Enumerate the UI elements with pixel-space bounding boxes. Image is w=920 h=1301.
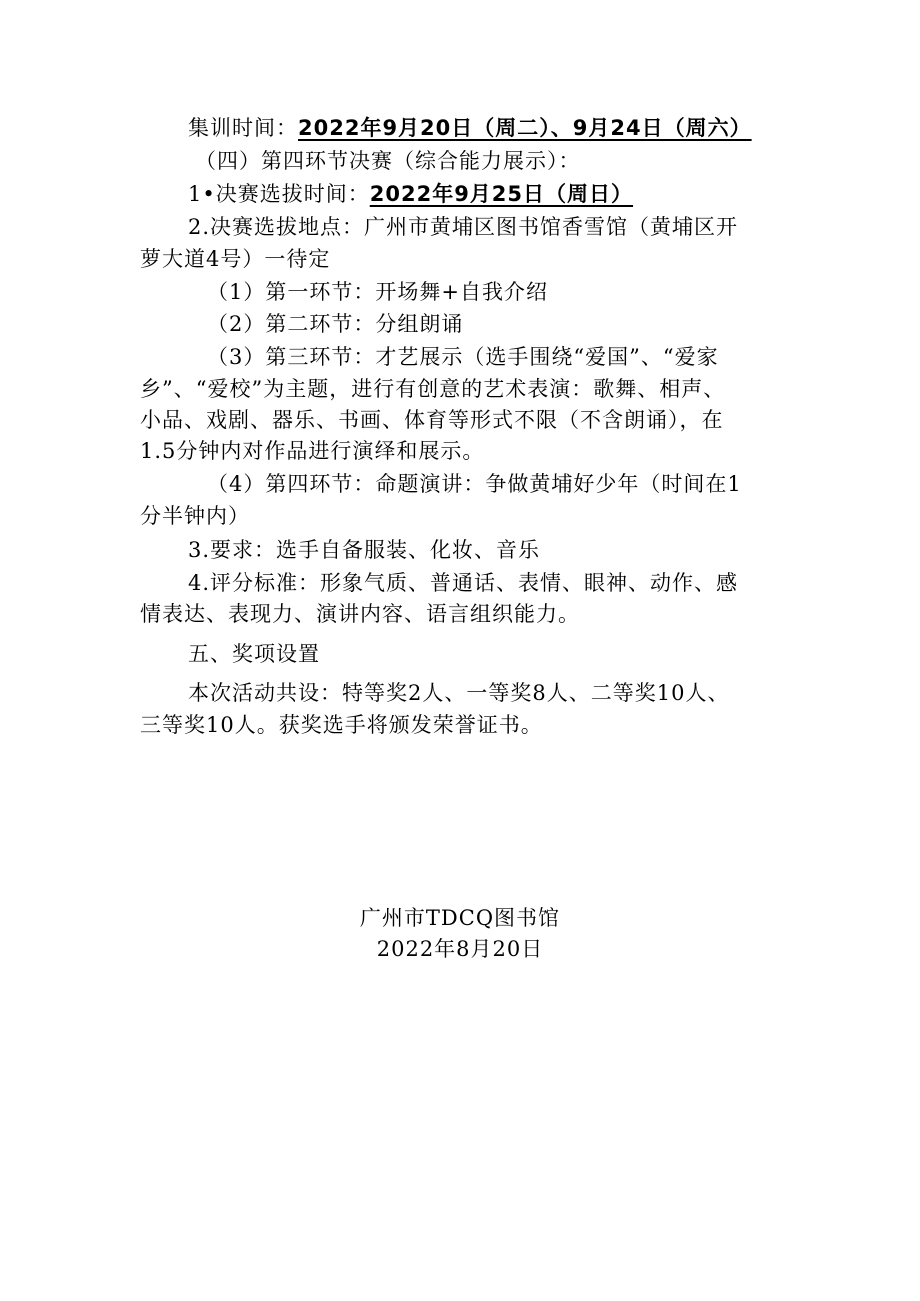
final-place-line2: 萝大道4号）一待定	[140, 247, 331, 271]
criteria-line1: 4.评分标准：形象气质、普通话、表情、眼神、动作、感	[188, 571, 739, 595]
final-time-line	[188, 179, 633, 209]
round4-line2: 分半钟内）	[140, 504, 250, 528]
round3-line4: 1.5分钟内对作品进行演绎和展示。	[140, 439, 485, 463]
training-time-line	[188, 113, 752, 143]
signature-date: 2022年8月20日	[376, 937, 544, 961]
final-time-label: 1•决赛选拔时间：	[188, 182, 370, 206]
training-time-label: 集训时间：	[188, 116, 298, 140]
section4-heading: （四）第四环节决赛（综合能力展示）：	[195, 149, 581, 173]
training-time-dates: 2022年9月20日（周二）、9月24日（周六）	[298, 116, 752, 140]
awards-line2: 三等奖10人。获奖选手将颁发荣誉证书。	[140, 713, 543, 737]
round3-line2: 乡”、“爱校”为主题，进行有创意的艺术表演：歌舞、相声、	[140, 377, 726, 401]
round4-line1: （4）第四环节：命题演讲：争做黄埔好少年（时间在1	[207, 472, 742, 496]
round2-line: （2）第二环节：分组朗诵	[207, 312, 464, 336]
criteria-line2: 情表达、表现力、演讲内容、语言组织能力。	[140, 602, 580, 626]
signature-org: 广州市TDCQ图书馆	[359, 906, 561, 930]
final-place-line1: 2.决赛选拔地点：广州市黄埔区图书馆香雪馆（黄埔区开	[188, 215, 739, 239]
round3-line3: 小品、戏剧、器乐、书画、体育等形式不限（不含朗诵），在	[140, 408, 724, 432]
requirement-line: 3.要求：选手自备服装、化妆、音乐	[188, 538, 541, 562]
section5-heading: 五、奖项设置	[188, 642, 320, 666]
awards-line1: 本次活动共设：特等奖2人、一等奖8人、二等奖10人、	[188, 681, 730, 705]
round3-line1: （3）第三环节：才艺展示（选手围绕“爱国”、“爱家	[207, 345, 719, 369]
round1-line: （1）第一环节：开场舞+自我介绍	[207, 280, 548, 304]
final-time-date: 2022年9月25日（周日）	[369, 182, 634, 206]
